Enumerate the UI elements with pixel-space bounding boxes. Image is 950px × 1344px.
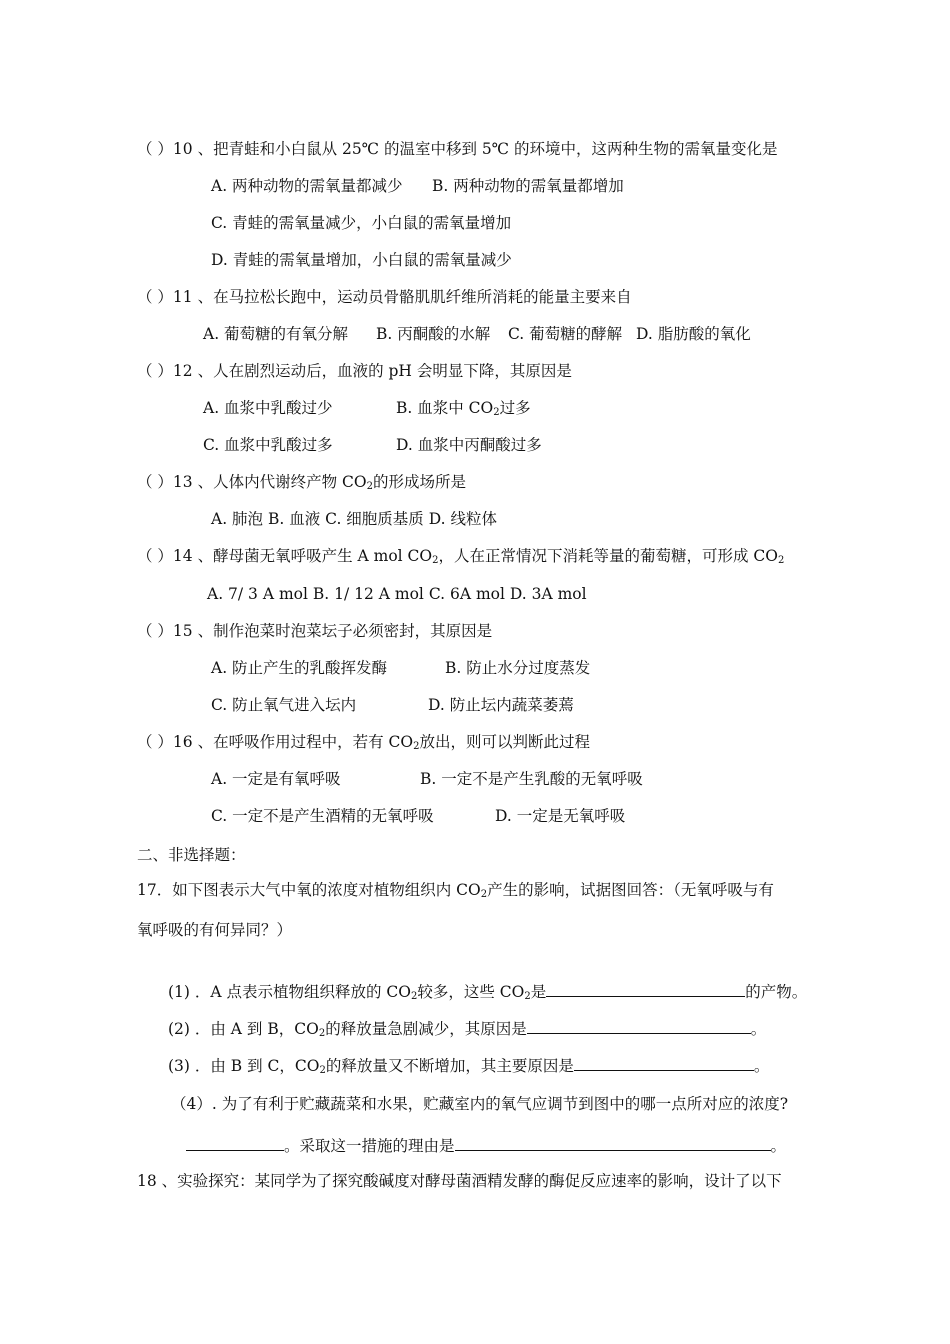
q16-option-c: C. 一定不是产生酒精的无氧呼吸 bbox=[211, 807, 434, 825]
q16-option-d: D. 一定是无氧呼吸 bbox=[495, 807, 626, 825]
q17-part2: (2) ．由 A 到 B，$CO_2$的释放量急剧减少，其原因是 。 bbox=[168, 1020, 767, 1039]
q17-part3: (3) ．由 B 到 C，$CO_2$的释放量又不断增加，其主要原因是 。 bbox=[168, 1057, 770, 1076]
q16-stem: （ ）16 、在呼吸作用过程中，若有 $CO_2$放出，则可以判断此过程 bbox=[137, 733, 590, 752]
q11-option-d: D. 脂肪酸的氧化 bbox=[636, 325, 751, 343]
q17-part1-answer-blank[interactable] bbox=[546, 982, 745, 997]
q11-stem: （ ）11 、在马拉松长跑中，运动员骨骼肌肌纤维所消耗的能量主要来自 bbox=[137, 288, 632, 306]
q13-stem: （ ）13 、人体内代谢终产物 $CO_2$的形成场所是 bbox=[137, 473, 466, 492]
q17-part4-answer-line: 。采取这一措施的理由是 。 bbox=[186, 1136, 786, 1156]
q17-stem-line1: 17．如下图表示大气中氧的浓度对植物组织内 $CO_2$产生的影响，试据图回答：（无氧呼吸与有 bbox=[137, 881, 774, 900]
q15-option-b: B. 防止水分过度蒸发 bbox=[445, 659, 591, 677]
q15-option-d: D. 防止坛内蔬菜萎蔫 bbox=[428, 696, 574, 714]
q12-option-d: D. 血浆中丙酮酸过多 bbox=[396, 436, 542, 454]
q16-option-b: B. 一定不是产生乳酸的无氧呼吸 bbox=[420, 770, 643, 788]
q13-options: A. 肺泡 B. 血液 C. 细胞质基质 D. 线粒体 bbox=[211, 510, 497, 528]
q17-part2-answer-blank[interactable] bbox=[527, 1019, 751, 1034]
section-heading: 二、非选择题： bbox=[137, 846, 246, 864]
q10-option-a: A. 两种动物的需氧量都减少 bbox=[211, 177, 403, 195]
q17-part3-answer-blank[interactable] bbox=[574, 1056, 754, 1071]
q15-option-a: A. 防止产生的乳酸挥发酶 bbox=[211, 659, 388, 677]
q17-part4: （4）. 为了有利于贮藏蔬菜和水果，贮藏室内的氧气应调节到图中的哪一点所对应的浓度? bbox=[171, 1095, 789, 1113]
q17-part4-reason-blank[interactable] bbox=[455, 1136, 771, 1151]
q17-part1: (1) ．A 点表示植物组织释放的 $CO_2$较多，这些 $CO_2$是 的产物。 bbox=[168, 983, 808, 1002]
q10-stem: （ ）10 、把青蛙和小白鼠从 25℃ 的温室中移到 5℃ 的环境中，这两种生物的需氧量变化是 bbox=[137, 140, 778, 158]
q16-option-a: A. 一定是有氧呼吸 bbox=[211, 770, 341, 788]
q15-option-c: C. 防止氧气进入坛内 bbox=[211, 696, 357, 714]
q18-stem-line1: 18 、实验探究：某同学为了探究酸碱度对酵母菌酒精发酵的酶促反应速率的影响，设计了以下 bbox=[137, 1172, 782, 1190]
q15-stem: （ ）15 、制作泡菜时泡菜坛子必须密封，其原因是 bbox=[137, 622, 493, 640]
q10-option-d: D. 青蛙的需氧量增加，小白鼠的需氧量减少 bbox=[211, 251, 512, 269]
q17-part4-point-blank[interactable] bbox=[186, 1136, 284, 1151]
q17-stem-line2: 氧呼吸的有何异同？） bbox=[137, 921, 293, 939]
q12-option-a: A. 血浆中乳酸过少 bbox=[203, 399, 333, 417]
q12-option-b: B. 血浆中 $CO_2$过多 bbox=[396, 399, 531, 418]
q11-option-a: A. 葡萄糖的有氧分解 bbox=[203, 325, 349, 343]
q11-option-b: B. 丙酮酸的水解 bbox=[376, 325, 491, 343]
q12-stem: （ ）12 、人在剧烈运动后，血液的 pH 会明显下降，其原因是 bbox=[137, 362, 572, 380]
q10-option-c: C. 青蛙的需氧量减少，小白鼠的需氧量增加 bbox=[211, 214, 512, 232]
q14-stem: （ ）14 、酵母菌无氧呼吸产生 A mol $CO_2$，人在正常情况下消耗等量的葡萄糖，可形成 $CO_2$ bbox=[137, 547, 785, 566]
q11-option-c: C. 葡萄糖的酵解 bbox=[508, 325, 623, 343]
q12-option-c: C. 血浆中乳酸过多 bbox=[203, 436, 333, 454]
q10-option-b: B. 两种动物的需氧量都增加 bbox=[432, 177, 624, 195]
q14-options: A. 7/ 3 A mol B. 1/ 12 A mol C. 6A mol D. 3A mol bbox=[207, 585, 587, 603]
